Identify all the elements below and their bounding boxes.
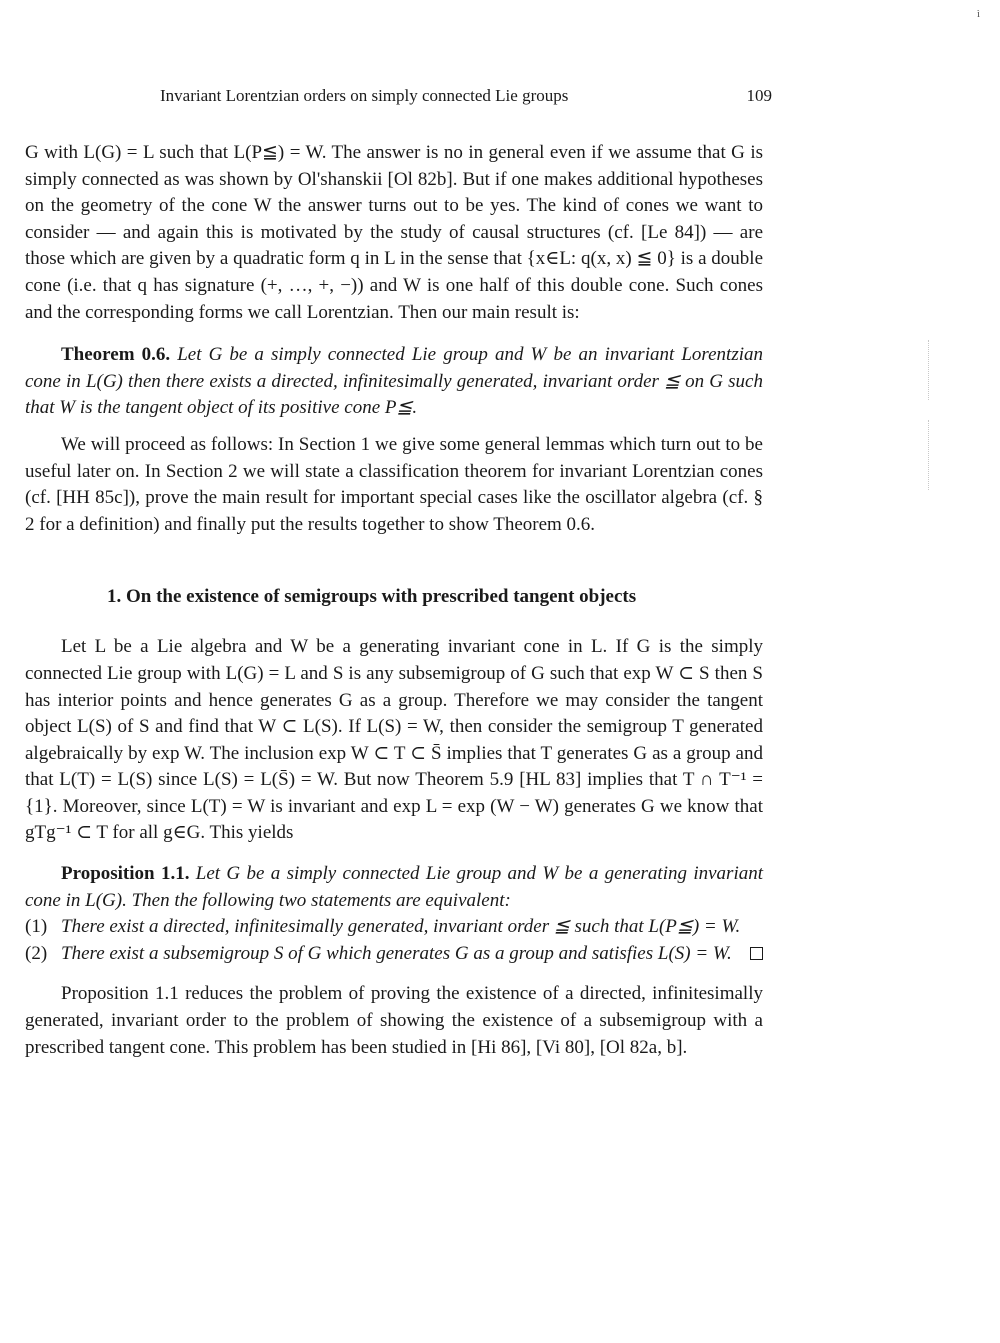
proposition-item (25, 941, 763, 968)
margin-speckle (928, 340, 979, 400)
item-text: There exist a subsemigroup S of G which generates G as a group and satisfies L(S) = W. (61, 942, 732, 964)
theorem-label: Theorem 0.6. (61, 344, 171, 366)
corner-mark: ì (976, 8, 980, 20)
paragraph-intro: G with L(G) = L such that L(P≦) = W. The answer is no in general even if we assume that G is simply connected as was shown by Ol'shanskii [Ol 82b]. But if one makes additional hypotheses on the geometry of the cone W the answer turns out to be yes. The kind of cones we want to consider — and again this is motivated by the study of causal structures (cf. [Le 84]) — are those which are given by a quadratic form q in L in the sense that {x∈L: q(x, x) ≦ 0} is a double cone (i.e. that q has signature (+, …, +, −)) and W is one half of this double cone. Such cones and the corresponding forms we call Lorentzian. Then our main result is: (25, 142, 763, 323)
page-body (25, 140, 763, 1061)
qed-box-icon (750, 947, 763, 960)
item-number: (1) (25, 916, 48, 938)
paragraph-outline: We will proceed as follows: In Section 1 we give some general lemmas which turn out to be useful later on. In Section 2 we will state a classification theorem for invariant Lorentzian cones (cf. [HH 85c]), prove the main result for important special cases like the oscillator algebra (cf. § 2 for a definition) and finally put the results together to show Theorem 0.6. (25, 433, 763, 535)
section-heading: 1. On the existence of semigroups with prescribed tangent objects (107, 586, 637, 608)
item-text-wrap (61, 941, 763, 968)
proposition-label: Proposition 1.1. (61, 863, 190, 885)
item-text: There exist a directed, infinitesimally generated, invariant order ≦ such that L(P≦) = W. (61, 916, 741, 938)
proposition-statement: Let G be a simply connected Lie group and W be a generating invariant cone in L(G). Then the following two statements are equivalent: (25, 863, 763, 911)
theorem-statement: Let G be a simply connected Lie group and W be an invariant Lorentzian cone in L(G) then there exists a directed, infinitesimally generated, invariant order ≦ on G such that W is the tangent object of its positive cone P≦. (25, 344, 763, 419)
page-number: 109 (746, 86, 772, 105)
paragraph-semigroups: Let L be a Lie algebra and W be a generating invariant cone in L. If G is the simply connected Lie group with L(G) = L and S is any subsemigroup of G such that exp W ⊂ S then S has interior points and hence generates G as a group. Therefore we may consider the tangent object L(S) of S and find that W ⊂ L(S). If L(S) = W, then consider the semigroup T generated algebraically by exp W. The inclusion exp W ⊂ T ⊂ S̄ implies that T generates G as a group and that L(T) = L(S) since L(S) = L(S̄) = W. But now Theorem 5.9 [HL 83] implies that T ∩ T⁻¹ = {1}. Moreover, since L(T) = W is invariant and exp L = exp (W − W) generates G we know that gTg⁻¹ ⊂ T for all g∈G. This yields (25, 636, 763, 844)
proposition-1-1 (25, 861, 763, 914)
running-title: Invariant Lorentzian orders on simply connected Lie groups (160, 86, 569, 105)
theorem-0-6 (25, 342, 763, 422)
item-number: (2) (25, 942, 48, 964)
proposition-item (25, 914, 763, 941)
margin-speckle (928, 420, 979, 490)
running-header (160, 86, 772, 114)
paragraph-closing: Proposition 1.1 reduces the problem of proving the existence of a directed, infinitesimally generated, invariant order to the problem of showing the existence of a subsemigroup with a prescribed tangent cone. This problem has been studied in [Hi 86], [Vi 80], [Ol 82a, b]. (25, 983, 763, 1058)
